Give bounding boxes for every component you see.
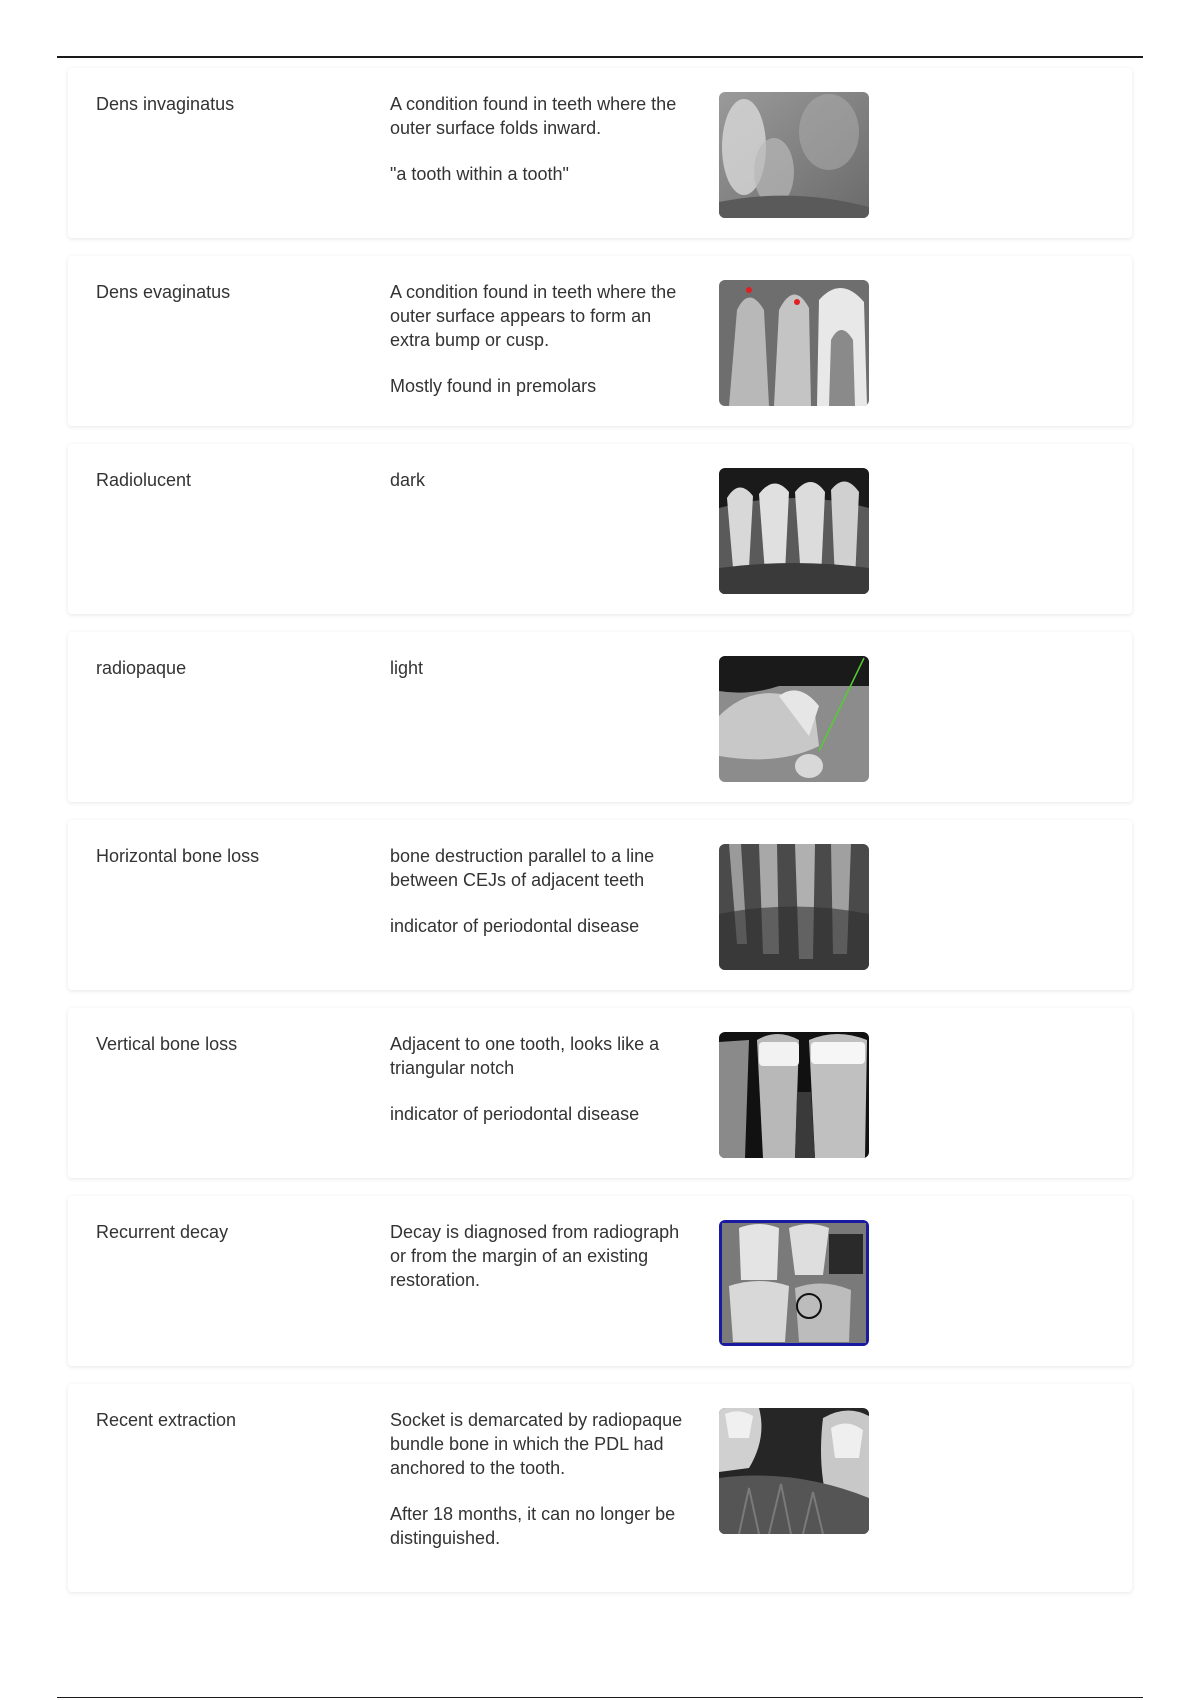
flashcard — [68, 444, 1132, 614]
card-term: Recurrent decay — [96, 1222, 229, 1242]
flashcard — [68, 1384, 1132, 1592]
dental-xray-image — [719, 1220, 869, 1346]
definition-line: After 18 months, it can no longer be distinguished. — [390, 1504, 676, 1548]
flashcard-list — [68, 68, 1132, 1610]
card-term: Radiolucent — [96, 470, 192, 490]
definition-line: indicator of periodontal disease — [390, 916, 640, 936]
card-definition — [390, 1408, 690, 1572]
top-rule — [57, 56, 1143, 58]
definition-line: A condition found in teeth where the outer surface appears to form an extra bump or cusp. — [390, 282, 677, 350]
card-term: Dens invaginatus — [96, 94, 235, 114]
definition-line: Decay is diagnosed from radiograph or from the margin of an existing restoration. — [390, 1222, 680, 1290]
definition-line: Adjacent to one tooth, looks like a triangular notch — [390, 1034, 660, 1078]
flashcard — [68, 68, 1132, 238]
card-term: Horizontal bone loss — [96, 846, 260, 866]
flashcard — [68, 256, 1132, 426]
card-definition — [390, 656, 690, 702]
definition-line: "a tooth within a tooth" — [390, 164, 569, 184]
dental-xray-image — [719, 844, 869, 970]
card-definition — [390, 1032, 690, 1148]
card-definition — [390, 92, 690, 208]
definition-line: Socket is demarcated by radiopaque bundle bone in which the PDL had anchored to the tooth. — [390, 1410, 683, 1478]
flashcard — [68, 1196, 1132, 1366]
card-term: Vertical bone loss — [96, 1034, 238, 1054]
bottom-rule — [57, 1697, 1143, 1698]
flashcard — [68, 820, 1132, 990]
flashcard — [68, 1008, 1132, 1178]
definition-line: Mostly found in premolars — [390, 376, 597, 396]
card-term: Recent extraction — [96, 1410, 237, 1430]
dental-xray-image — [719, 468, 869, 594]
definition-line: A condition found in teeth where the outer surface folds inward. — [390, 94, 677, 138]
definition-line: light — [390, 658, 424, 678]
card-definition — [390, 1220, 690, 1314]
definition-line: dark — [390, 470, 426, 490]
card-term: radiopaque — [96, 658, 187, 678]
card-definition — [390, 468, 690, 514]
card-definition — [390, 280, 690, 420]
dental-xray-image — [719, 1032, 869, 1158]
dental-xray-image — [719, 280, 869, 406]
dental-xray-image — [719, 1408, 869, 1534]
definition-line: indicator of periodontal disease — [390, 1104, 640, 1124]
card-definition — [390, 844, 690, 960]
dental-xray-image — [719, 656, 869, 782]
card-term: Dens evaginatus — [96, 282, 231, 302]
dental-xray-image — [719, 92, 869, 218]
flashcard — [68, 632, 1132, 802]
definition-line: bone destruction parallel to a line between CEJs of adjacent teeth — [390, 846, 655, 890]
